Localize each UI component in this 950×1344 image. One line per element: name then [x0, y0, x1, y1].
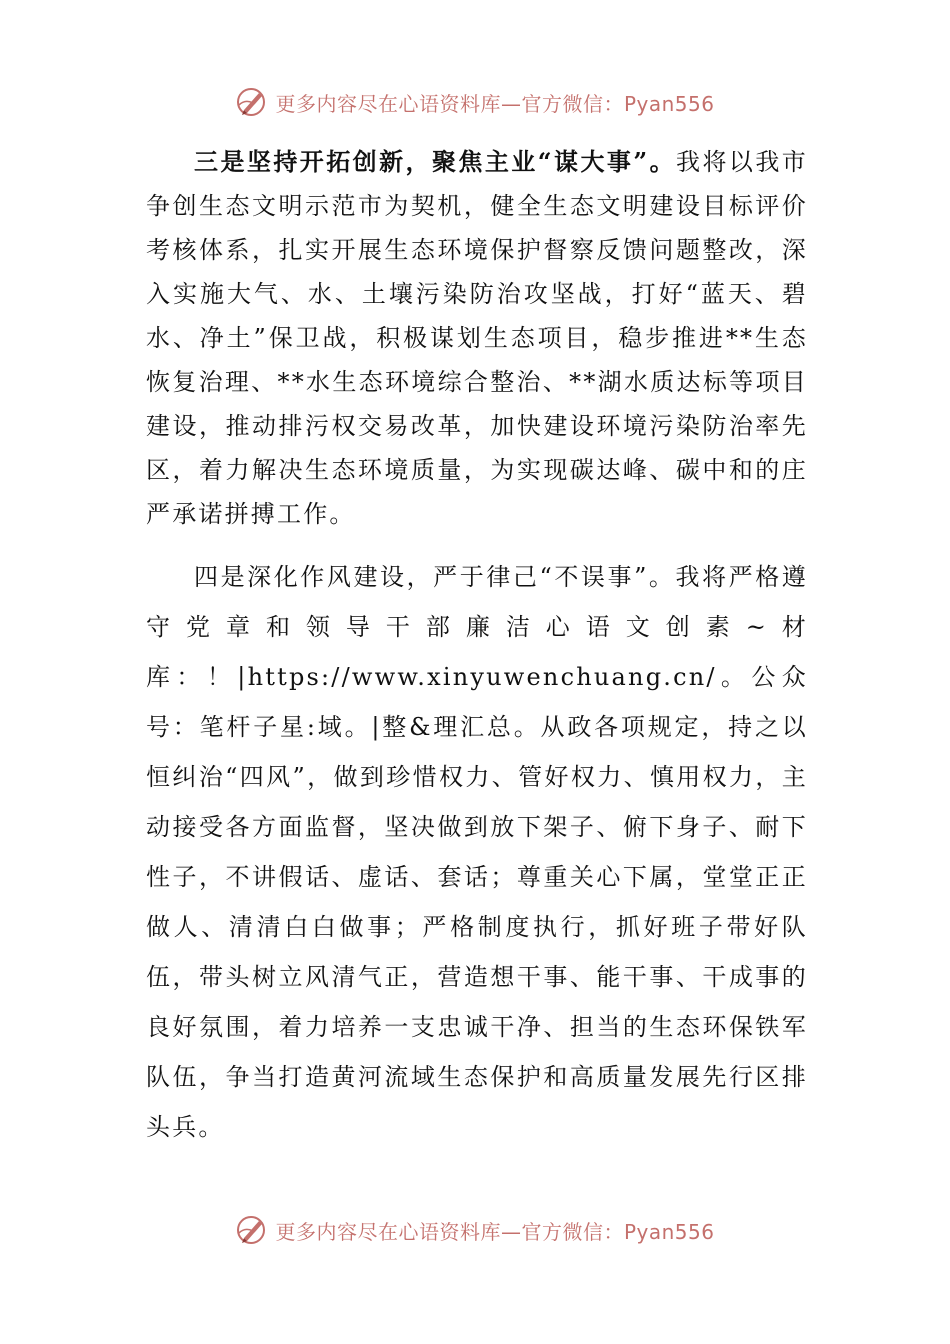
header-watermark-text: 更多内容尽在心语资料库—官方微信：Pyan556 — [275, 91, 715, 116]
paragraph-1-text: 我将以我市争创生态文明示范市为契机，健全生态文明建设目标评价考核体系，扎实开展生态环境保护督察反馈问题整改，深入实施大气、水、土壤污染防治攻坚战，打好“蓝天、碧水、净土”保卫战，积极谋划生态项目，稳步推进**生态恢复治理、**水生态环境综合整治、**湖水质达标等项目建设，推动排污权交易改革，加快建设环境污染防治率先区，着力解决生态环境质量，为实现碳达峰、碳中和的庄严承诺拼搏工作。 — [146, 148, 809, 528]
paragraph-1 — [146, 140, 808, 536]
paragraph-1-heading: 三是坚持开拓创新，聚焦主业“谋大事”。 — [194, 147, 677, 176]
paragraph-2 — [146, 552, 808, 1152]
document-body — [146, 140, 808, 1152]
footer-watermark-text: 更多内容尽在心语资料库—官方微信：Pyan556 — [275, 1219, 715, 1244]
pen-logo-icon — [235, 1213, 269, 1247]
header-watermark-banner — [0, 82, 950, 122]
paragraph-2-text: 四是深化作风建设，严于律己“不误事”。我将严格遵守党章和领导干部廉洁心语文创素~材库：！|https://www.xinyuwenchuang.cn/。公众号：笔杆子星:域。|整&理汇总。从政各项规定，持之以恒纠治“四风”，做到珍惜权力、管好权力、慎用权力，主动接受各方面监督，坚决做到放下架子、俯下身子、耐下性子，不讲假话、虚话、套话；尊重关心下属，堂堂正正做人、清清白白做事；严格制度执行，抓好班子带好队伍，带头树立风清气正，营造想干事、能干事、干成事的良好氛围，着力培养一支忠诚干净、担当的生态环保铁军队伍，争当打造黄河流域生态保护和高质量发展先行区排头兵。 — [146, 563, 808, 1141]
footer-watermark-banner — [0, 1210, 950, 1250]
pen-logo-icon — [235, 85, 269, 119]
